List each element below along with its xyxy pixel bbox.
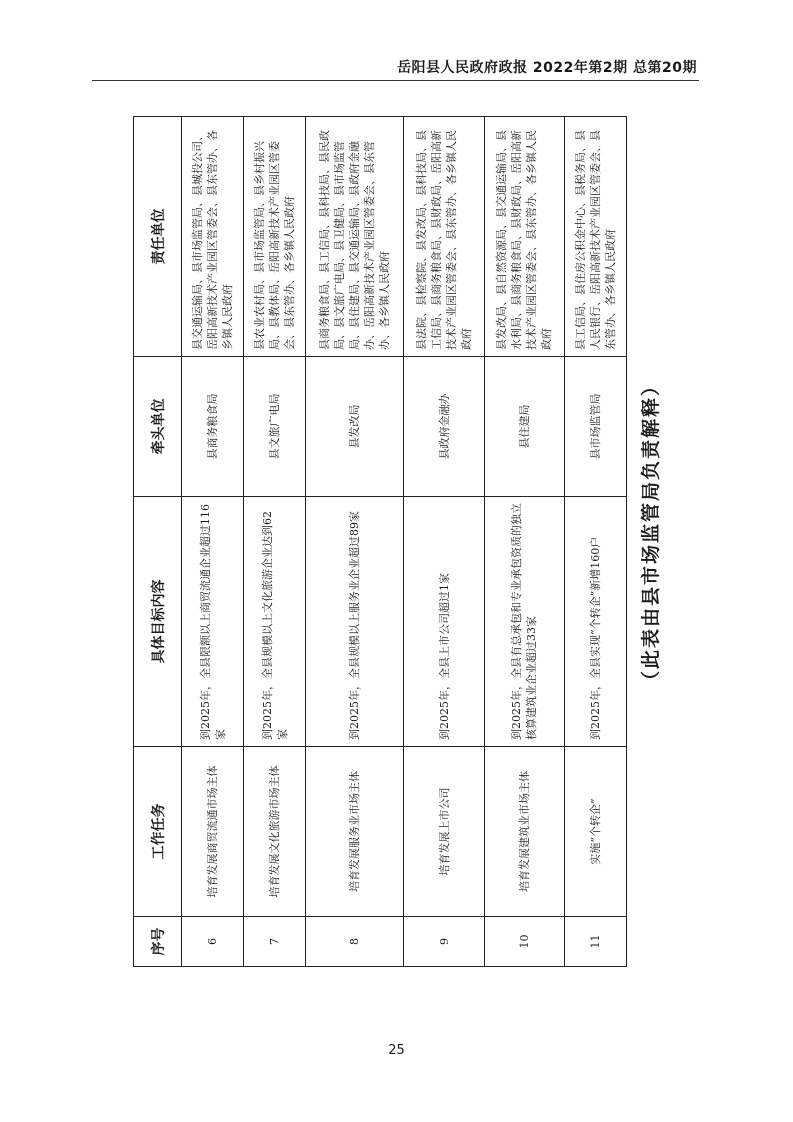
- row-resp: 县商务粮食局、县工信局、县科技局、县民政局、县文旅广电局、县卫健局、县市场监管局、县住建局、县交通运输局、县政府金融办、岳阳高新技术产业园区管委会、县东管办、各乡镇人民政府: [306, 117, 404, 357]
- row-lead: 县住建局: [484, 357, 564, 497]
- header-no: 序号: [134, 917, 182, 967]
- row-resp: 县发改局、县自然资源局、县交通运输局、县水利局、县商务粮食局、县财政局、岳阳高新技术产业园区管委会、县东管办、各乡镇人民政府: [484, 117, 564, 357]
- row-resp: 县交通运输局、县市场监管局、县城投公司、岳阳高新技术产业园区管委会、县东管办、各乡镇人民政府: [182, 117, 244, 357]
- header-rule: [92, 80, 699, 81]
- table-row: [564, 117, 626, 967]
- row-no: 8: [306, 917, 404, 967]
- rotated-table-container: [133, 117, 627, 967]
- page-header: 岳阳县人民政府政报 2022年第2期 总第20期: [397, 60, 697, 76]
- row-lead: 县商务粮食局: [182, 357, 244, 497]
- header-target: 具体目标内容: [134, 497, 182, 747]
- row-resp: 县法院、县检察院、县发改局、县科技局、县工信局、县商务粮食局、县财政局、岳阳高新技术产业园区管委会、县东管办、各乡镇人民政府: [404, 117, 484, 357]
- row-resp: 县工信局、县住房公积金中心、县税务局、县人民银行、岳阳高新技术产业园区管委会、县东管办、各乡镇人民政府: [564, 117, 626, 357]
- row-target: 到2025年，全县规模以上服务业企业超过89家: [306, 497, 404, 747]
- header-lead: 牵头单位: [134, 357, 182, 497]
- page-number: 25: [388, 1043, 405, 1058]
- header-task: 工作任务: [134, 747, 182, 917]
- table-header-row: [134, 117, 182, 967]
- table-row: [244, 117, 306, 967]
- row-lead: 县文旅广电局: [244, 357, 306, 497]
- row-no: 6: [182, 917, 244, 967]
- row-no: 7: [244, 917, 306, 967]
- row-target: 到2025年，全县规模以上文化旅游企业达到62家: [244, 497, 306, 747]
- table-row: [182, 117, 244, 967]
- row-task: 培育发展商贸流通市场主体: [182, 747, 244, 917]
- row-no: 9: [404, 917, 484, 967]
- header-resp: 责任单位: [134, 117, 182, 357]
- row-lead: 县发改局: [306, 357, 404, 497]
- row-no: 11: [564, 917, 626, 967]
- row-task: 培育发展文化旅游市场主体: [244, 747, 306, 917]
- row-target: 到2025年，全县实现“个转企”新增160户: [564, 497, 626, 747]
- row-lead: 县政府金融办: [404, 357, 484, 497]
- row-target: 到2025年，全县有总承包和专业承包资质的独立核算建筑业企业超过33家: [484, 497, 564, 747]
- table-row: [484, 117, 564, 967]
- row-task: 实施“个转企”: [564, 747, 626, 917]
- table-note: （此表由县市场监管局负责解释）: [640, 374, 662, 690]
- row-task: 培育发展上市公司: [404, 747, 484, 917]
- task-table: [133, 116, 627, 967]
- row-task: 培育发展服务业市场主体: [306, 747, 404, 917]
- row-lead: 县市场监管局: [564, 357, 626, 497]
- table-row: [404, 117, 484, 967]
- table-row: [306, 117, 404, 967]
- row-target: 到2025年，全县上市公司超过1家: [404, 497, 484, 747]
- row-resp: 县农业农村局、县市场监管局、县乡村振兴局、县教体局、岳阳高新技术产业园区管委会、县东管办、各乡镇人民政府: [244, 117, 306, 357]
- row-no: 10: [484, 917, 564, 967]
- row-target: 到2025年，全县限额以上商贸流通企业超过116家: [182, 497, 244, 747]
- row-task: 培育发展建筑业市场主体: [484, 747, 564, 917]
